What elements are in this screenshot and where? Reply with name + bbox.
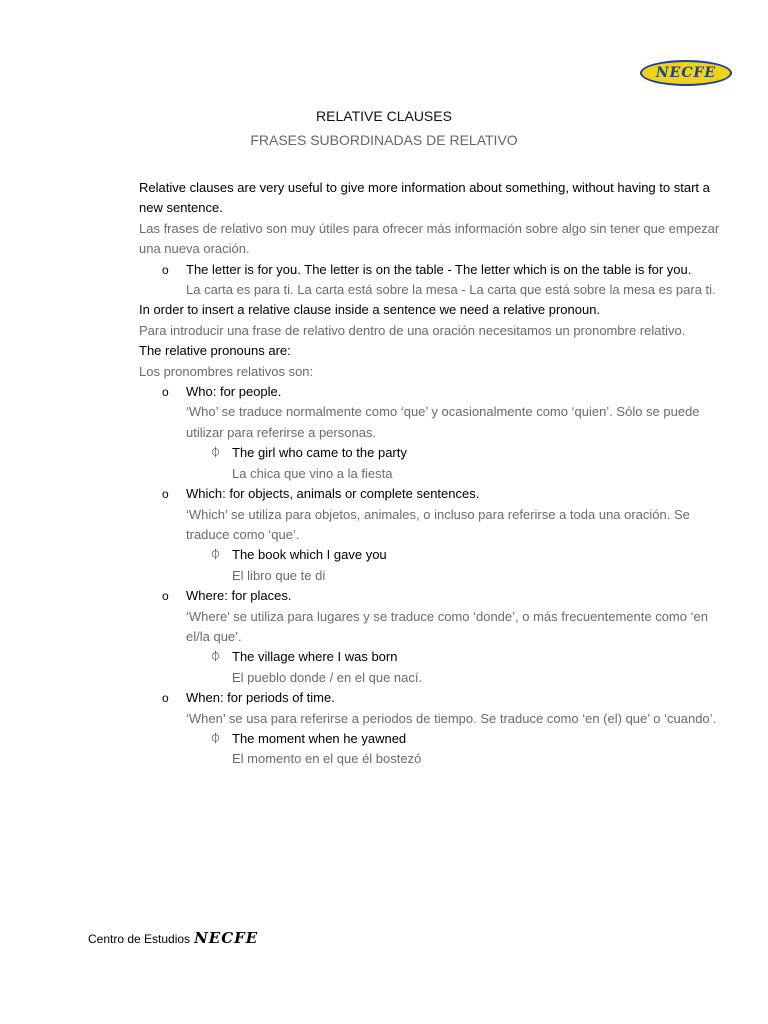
- example-spanish: El libro que te di: [232, 567, 326, 583]
- clock-bullet-icon: ⏀: [210, 447, 221, 460]
- page-footer: [88, 929, 258, 947]
- example-english: The girl who came to the party: [232, 445, 407, 461]
- insert-english: In order to insert a relative clause inside a sentence we need a relative pronoun.: [139, 302, 601, 318]
- pronoun-explanation: ‘Who’ se traduce normalmente como ‘que’ y ocasionalmente como ‘quien’. Sólo se puede utilizar para referirse a personas.: [186, 404, 700, 440]
- pronouns-intro-spanish: Los pronombres relativos son:: [139, 363, 314, 379]
- circle-bullet-icon: o: [162, 589, 169, 604]
- necfe-logo: [640, 60, 732, 86]
- pronoun-example-which: [139, 545, 735, 586]
- circle-bullet-icon: o: [162, 385, 169, 400]
- footer-brand: NECFE: [194, 929, 259, 947]
- intro-english: Relative clauses are very useful to give more information about something, without having to start a new sentence.: [139, 180, 710, 216]
- clock-bullet-icon: ⏀: [210, 732, 221, 745]
- pronoun-explanation: ‘Where’ se utiliza para lugares y se traduce como ‘donde’, o más frecuentemente como ‘en el/la que’.: [186, 608, 708, 644]
- clock-bullet-icon: ⏀: [210, 549, 221, 562]
- document-body: [139, 178, 735, 770]
- pronoun-explanation: ‘When’ se usa para referirse a periodos de tiempo. Se traduce como ‘en (el) que’ o ‘cuando’.: [186, 710, 717, 726]
- example-spanish: El momento en el que él bostezó: [232, 751, 422, 767]
- pronoun-item-who: [139, 382, 735, 443]
- insert-spanish: Para introducir una frase de relativo dentro de una oración necesitamos un pronombre relativo.: [139, 322, 686, 338]
- example-english: The village where I was born: [232, 649, 398, 665]
- example-english: The book which I gave you: [232, 547, 387, 563]
- clock-bullet-icon: ⏀: [210, 651, 221, 664]
- pronoun-item-which: [139, 484, 735, 545]
- pronoun-heading: Who: for people.: [186, 384, 282, 400]
- pronoun-heading: When: for periods of time.: [186, 690, 335, 706]
- circle-bullet-icon: o: [162, 691, 169, 706]
- example-item: [139, 260, 735, 301]
- pronoun-item-when: [139, 688, 735, 729]
- page-title: RELATIVE CLAUSES: [316, 108, 452, 124]
- logo-text: NECFE: [655, 65, 717, 81]
- example-english: The moment when he yawned: [232, 730, 407, 746]
- example-spanish: El pueblo donde / en el que nací.: [232, 669, 423, 685]
- pronoun-heading: Where: for places.: [186, 588, 292, 604]
- pronoun-example-when: [139, 729, 735, 770]
- example-spanish: La carta es para ti. La carta está sobre la mesa - La carta que está sobre la mesa es para ti.: [186, 282, 716, 298]
- page-subtitle: FRASES SUBORDINADAS DE RELATIVO: [250, 132, 518, 148]
- pronoun-item-where: [139, 586, 735, 647]
- intro-spanish: Las frases de relativo son muy útiles para ofrecer más información sobre algo sin tener que empezar una nueva oración.: [139, 220, 720, 257]
- pronoun-heading: Which: for objects, animals or complete sentences.: [186, 486, 480, 502]
- pronoun-example-where: [139, 647, 735, 688]
- pronoun-example-who: [139, 443, 735, 484]
- pronoun-explanation: ‘Which’ se utiliza para objetos, animales, o incluso para referirse a toda una oración. Se traduce como ‘que’.: [186, 506, 690, 542]
- circle-bullet-icon: o: [162, 487, 169, 502]
- footer-text: Centro de Estudios: [88, 932, 191, 946]
- example-english: The letter is for you. The letter is on the table - The letter which is on the table is for you.: [186, 261, 692, 277]
- example-spanish: La chica que vino a la fiesta: [232, 465, 393, 481]
- circle-bullet-icon: o: [162, 262, 169, 277]
- pronouns-intro-english: The relative pronouns are:: [139, 343, 291, 359]
